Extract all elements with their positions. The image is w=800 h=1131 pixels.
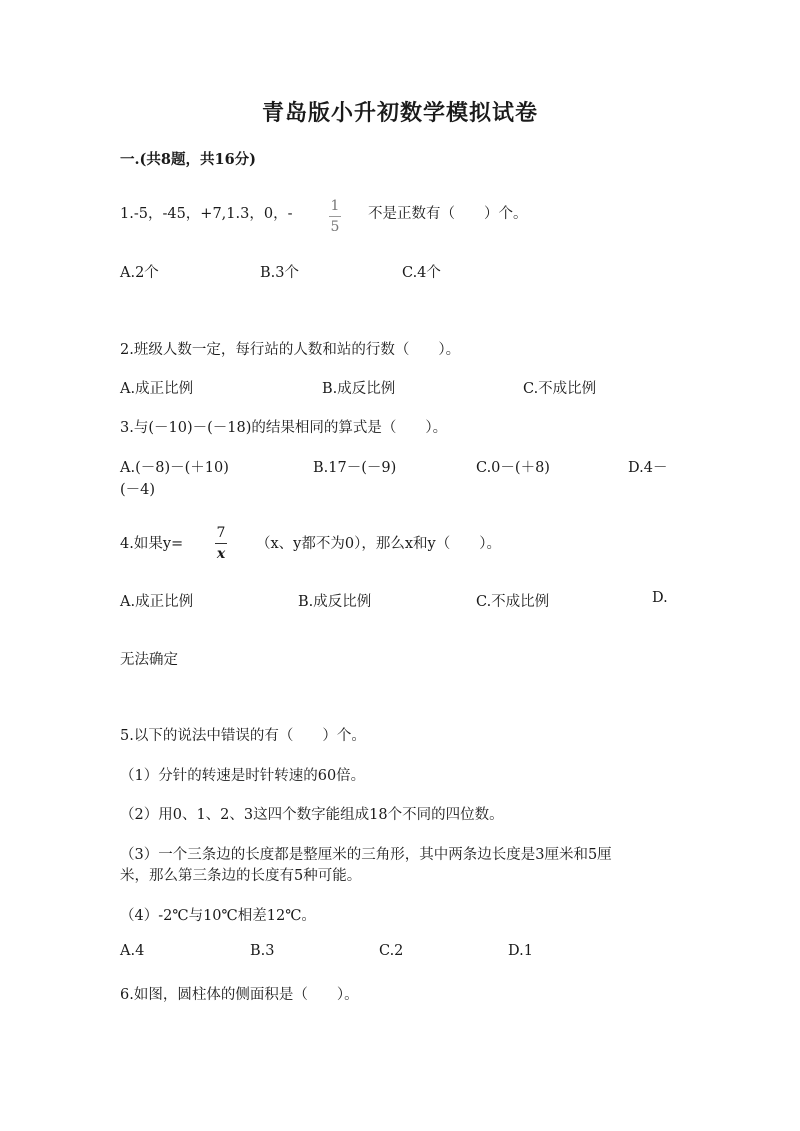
q5-statement-2: （2）用0、1、2、3这四个数字能组成18个不同的四位数。 [120,807,504,823]
q3-option-a: A.(－8)－(＋10) [120,460,229,476]
q1-fraction [329,198,341,235]
q1-option-b: B.3个 [260,265,299,281]
q5-statement-1: （1）分针的转速是时针转速的60倍。 [120,768,366,784]
q1-fraction-denominator: 5 [330,219,340,235]
q1-suffix: 不是正数有（ ）个。 [368,206,528,222]
section-heading: 一.(共8题，共16分) [120,151,257,168]
q4-prefix: 4.如果y= [120,536,184,552]
q5-option-a: A.4 [120,943,145,959]
q1-fraction-numerator: 1 [330,198,340,214]
q4-option-d: D. [652,590,668,606]
q4-fraction-denominator: x [216,546,226,562]
q3-text: 3.与(－10)－(－18)的结果相同的算式是（ ）。 [120,420,448,436]
fraction-bar [215,543,227,544]
q5-statement-3-continued: 米，那么第三条边的长度有5种可能。 [120,868,362,884]
q4-option-d-continued: 无法确定 [120,652,178,668]
q4-fraction-numerator: 7 [216,525,226,541]
q5-option-d: D.1 [508,943,533,959]
q5-statement-4: （4）-2℃与10℃相差12℃。 [120,908,316,924]
q5-text: 5.以下的说法中错误的有（ ）个。 [120,728,366,744]
q5-option-c: C.2 [379,943,404,959]
q3-option-b: B.17－(－9) [313,460,397,476]
q1-prefix: 1.-5，-45，+7,1.3，0，- [120,206,293,222]
q4-fraction [215,525,227,562]
q1-option-c: C.4个 [402,265,441,281]
fraction-bar [329,216,341,217]
q4-suffix: （x、y都不为0），那么x和y（ ）。 [256,536,501,552]
q5-option-b: B.3 [250,943,275,959]
q3-option-d-continued: (－4) [120,482,156,498]
q2-option-c: C.不成比例 [523,381,597,397]
q3-option-d: D.4－ [628,460,668,476]
q4-option-a: A.成正比例 [120,594,194,610]
q2-option-b: B.成反比例 [322,381,396,397]
q3-option-c: C.0－(＋8) [476,460,550,476]
q1-option-a: A.2个 [120,265,159,281]
q6-text: 6.如图，圆柱体的侧面积是（ ）。 [120,987,359,1003]
q2-option-a: A.成正比例 [120,381,194,397]
page-title: 青岛版小升初数学模拟试卷 [261,100,538,126]
q2-text: 2.班级人数一定，每行站的人数和站的行数（ ）。 [120,342,461,358]
q4-option-c: C.不成比例 [476,594,550,610]
q4-option-b: B.成反比例 [298,594,372,610]
q5-statement-3: （3）一个三条边的长度都是整厘米的三角形，其中两条边长度是3厘米和5厘 [120,847,612,863]
